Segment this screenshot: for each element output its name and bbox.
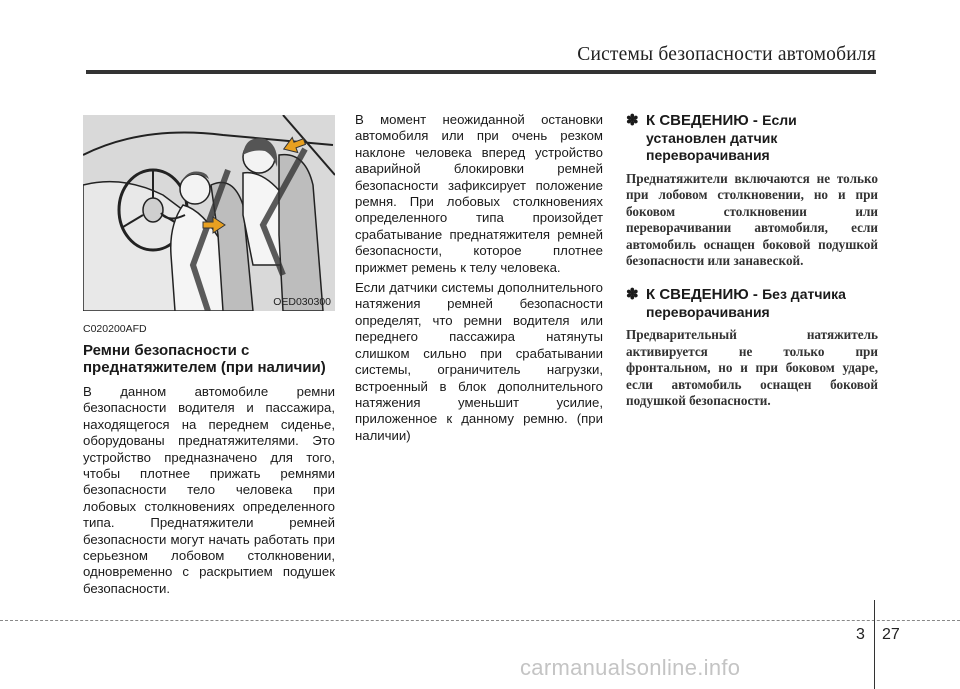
left-body-text: В данном автомобиле ремни безопасности водителя и пассажира, находящегося на переднем сиденье, оборудованы преднатяжителями. Это устройство предназначено для того, чтобы плотнее прижать ремнями безопасности тело человека при лобовых столкновениях определенного типа. Преднатяжители ремней безопасности могут начать работать при серьезном лобовом столкновении, одновременно с раскрытием подушек безопасности. bbox=[83, 384, 335, 596]
pretensioner-figure bbox=[83, 115, 335, 311]
note-1-subtitle: Если установлен датчик переворачивания bbox=[646, 112, 797, 163]
note-1-label: К СВЕДЕНИЮ - bbox=[646, 112, 758, 129]
middle-paragraph-1: В момент неожиданной остановки автомобиля или при очень резком наклоне человека вперед устройство аварийной блокировки ремней безопасности зафиксирует положение ремня. При лобовых столкновениях определенного типа произойдет срабатывание преднатяжителя ремней безопасности, которое плотнее прижмет ремень к телу человека. bbox=[355, 112, 603, 275]
note-2-label: К СВЕДЕНИЮ - bbox=[646, 286, 758, 304]
figure-code: OED030300 bbox=[273, 296, 331, 308]
section-title: Ремни безопасности с преднатяжителем (при наличии) bbox=[83, 342, 326, 376]
footer-dashed-rule bbox=[0, 620, 960, 621]
middle-column bbox=[355, 112, 603, 444]
header-rule bbox=[86, 70, 876, 74]
page-number: 27 bbox=[882, 626, 900, 643]
running-header-title: Системы безопасности автомобиля bbox=[577, 44, 876, 65]
left-column bbox=[83, 112, 335, 597]
watermark: carmanualsonline.info bbox=[520, 655, 741, 680]
note-1-title bbox=[626, 112, 878, 165]
note-2-text: Предварительный натяжитель активируется не только при фронтальном, но и при боковом ударе, если автомобиль оснащен боковой подушкой безопасности. bbox=[626, 327, 878, 409]
chapter-number: 3 bbox=[856, 626, 865, 643]
note-2-subtitle: Без датчика переворачивания bbox=[646, 286, 846, 320]
section-code: C020200AFD bbox=[83, 323, 147, 335]
page-number-divider bbox=[874, 600, 875, 689]
middle-paragraph-2: Если датчики системы дополнительного натяжения ремней безопасности определят, что ремни водителя или переднего пассажира натянуты слишком сильно при срабатывании системы, ограничитель нагрузки, встроенный в блок дополнительного натяжения уменьшит усилие, приложенное к данному ремню. (при наличии) bbox=[355, 280, 603, 443]
right-column bbox=[626, 112, 878, 410]
note-2-title bbox=[626, 286, 878, 321]
asterisk-icon: ✽ bbox=[626, 112, 639, 129]
asterisk-icon: ✽ bbox=[626, 286, 639, 304]
note-1-text: Преднатяжители включаются не только при лобовом столкновении, но и при боковом столкновении или переворачивании автомобиля, если автомобиль оснащен боковой подушкой безопасности или занавеской. bbox=[626, 170, 878, 269]
car-interior-illustration-icon bbox=[83, 115, 335, 311]
